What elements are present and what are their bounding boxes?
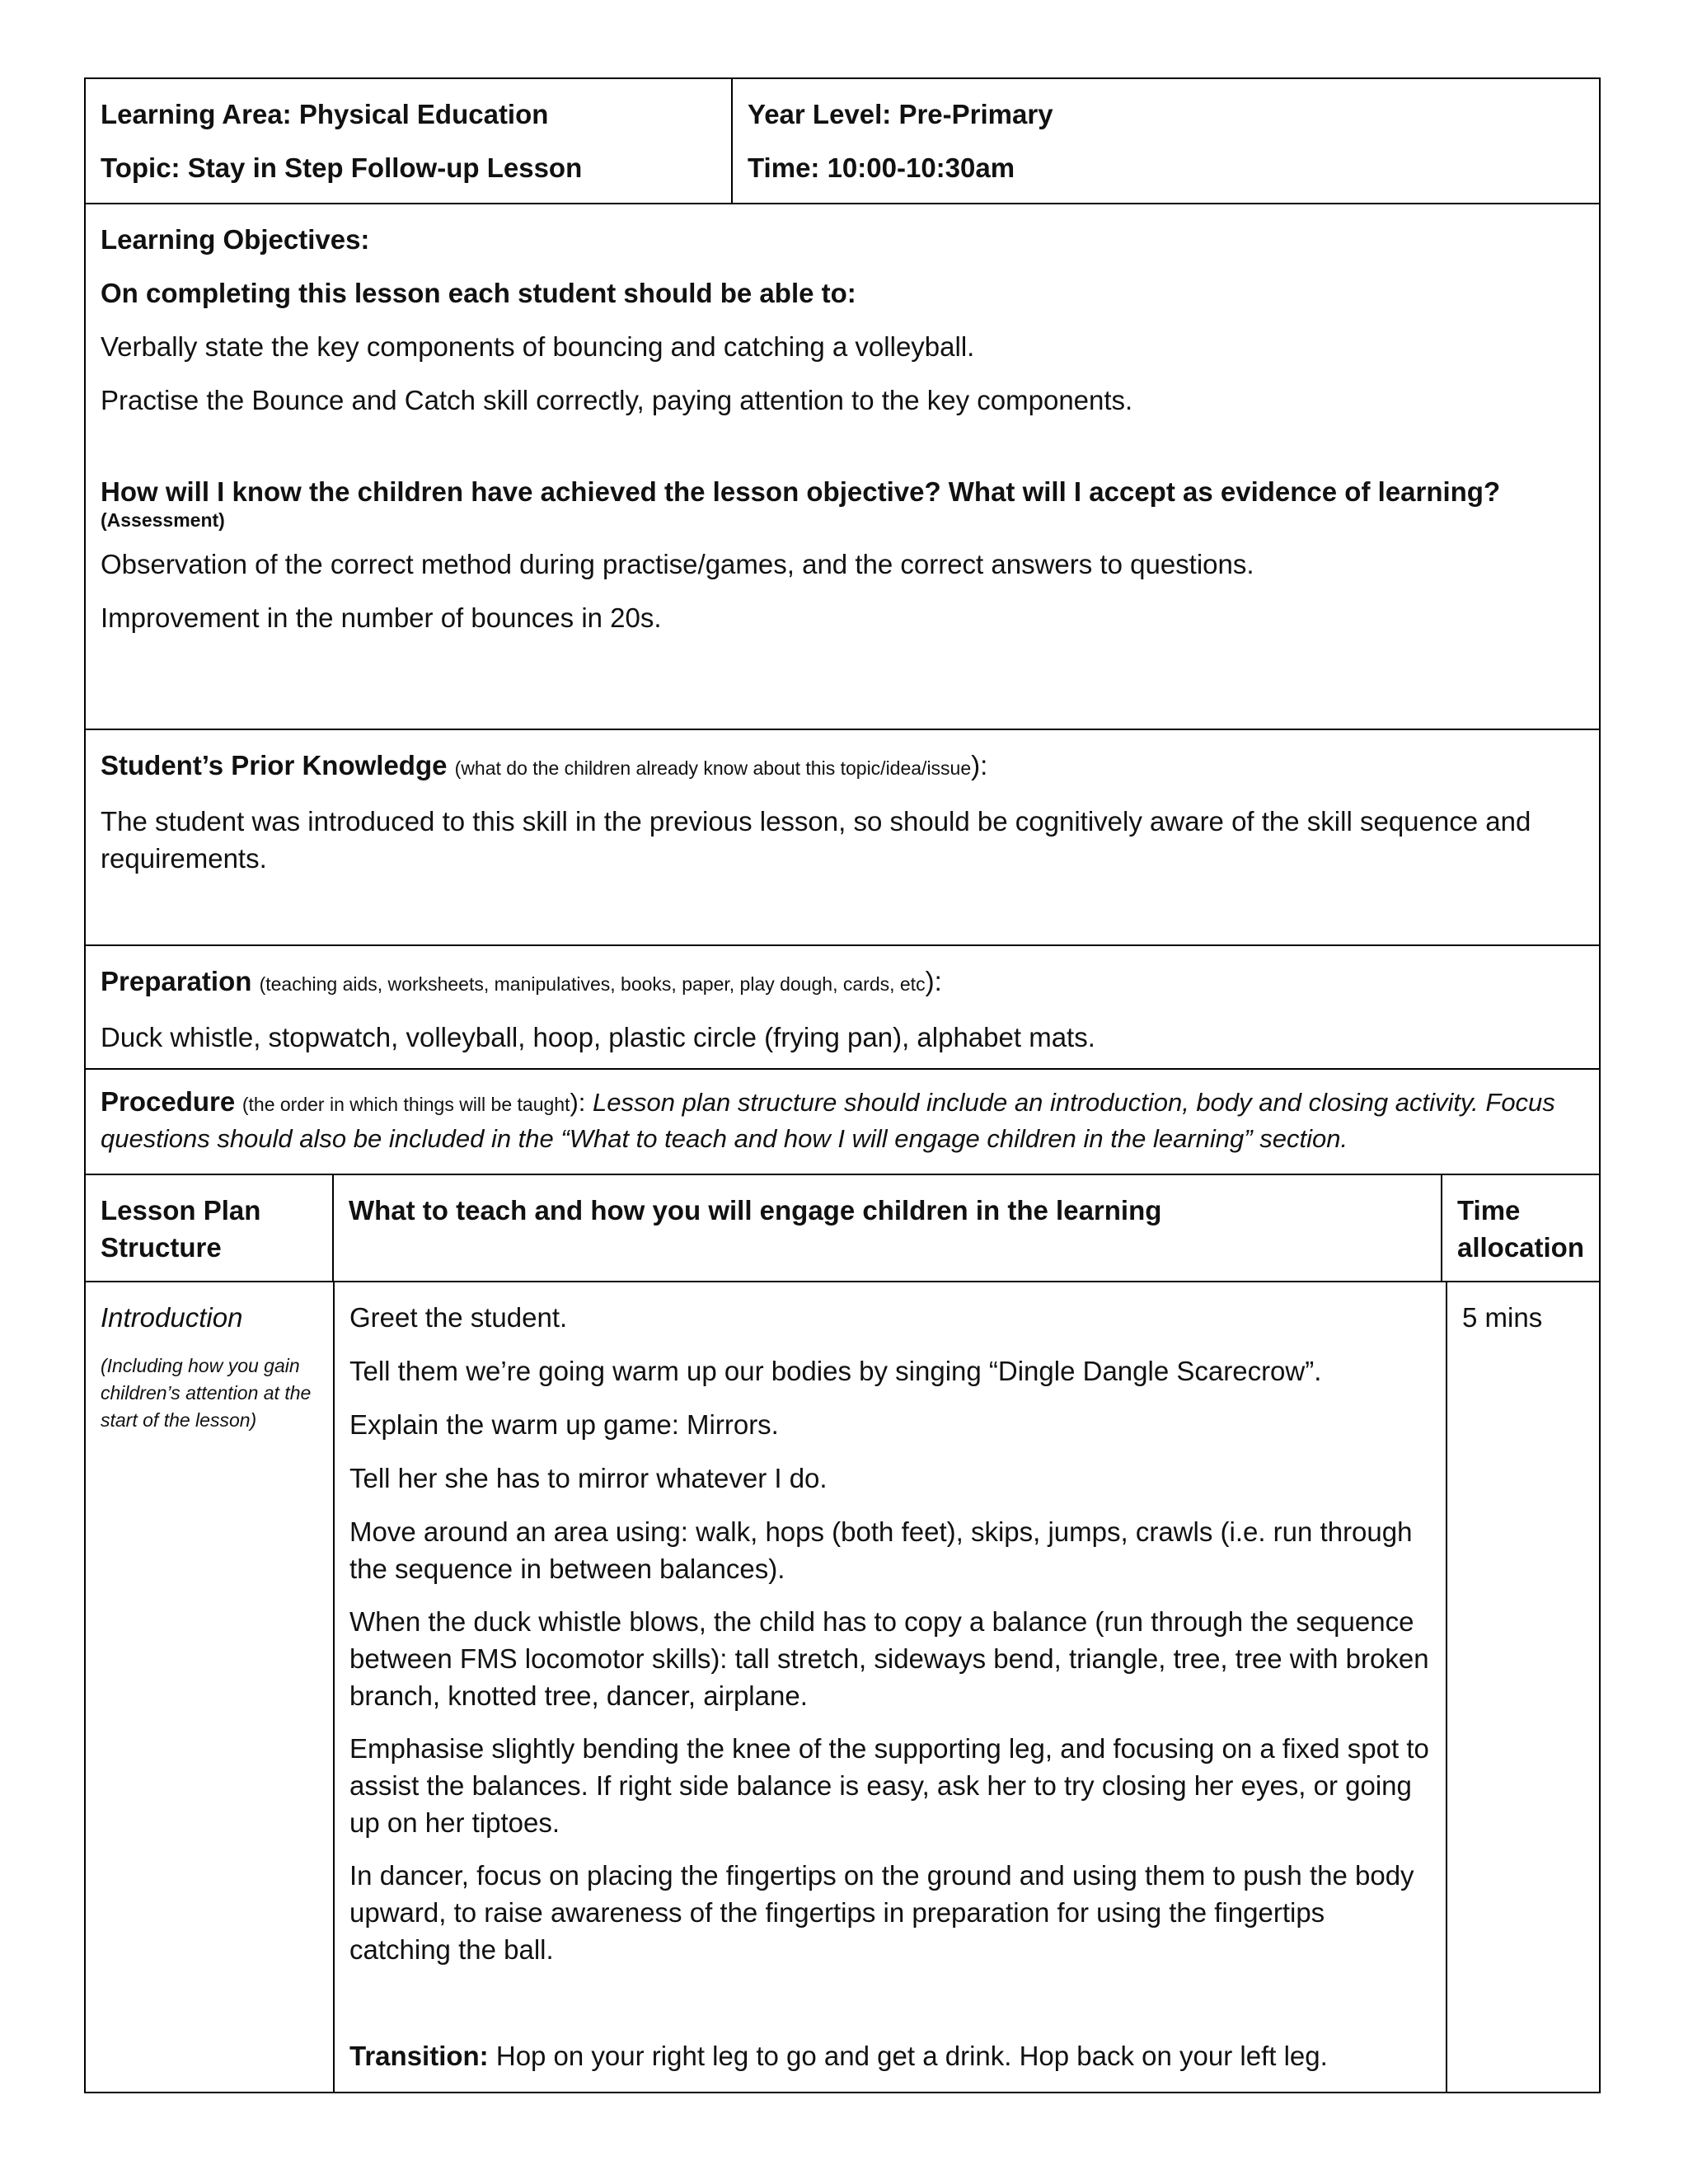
stage-label: Introduction — [101, 1302, 243, 1333]
year-level: Year Level: Pre-Primary — [748, 99, 1053, 129]
preparation-text: Duck whistle, stopwatch, volleyball, hoop, plastic circle (frying pan), alphabet mats. — [101, 1022, 1095, 1052]
assessment-question: How will I know the children have achieved the lesson objective? What will I accept as evidence of learning? — [101, 476, 1501, 507]
step-item: Emphasise slightly bending the knee of the supporting leg, and focusing on a fixed spot to assist the balances. If right side balance is easy, ask her to try closing her eyes, or going up on her tiptoes. — [349, 1733, 1429, 1838]
header-left — [86, 79, 733, 203]
transition-text: Hop on your right leg to go and get a drink. Hop back on your left leg. — [488, 2041, 1328, 2071]
topic: Topic: Stay in Step Follow-up Lesson — [101, 152, 583, 183]
step-item: Tell her she has to mirror whatever I do. — [349, 1463, 828, 1493]
preparation-close: ): — [925, 966, 942, 996]
learning-area: Learning Area: Physical Education — [101, 99, 549, 129]
procedure-text-block — [101, 1085, 1584, 1156]
preparation-section — [86, 946, 1599, 1070]
prior-knowledge-heading-line — [101, 747, 1584, 787]
col-structure-header — [86, 1175, 334, 1281]
lesson-time: Time: 10:00-10:30am — [748, 152, 1015, 183]
objectives-heading: Learning Objectives: — [101, 224, 370, 255]
procedure-text: Lesson plan structure should include an introduction, body and closing activity. Focus questions should also be included in the “What to teach and how I will engage children in the learning” section. — [101, 1088, 1555, 1153]
prior-knowledge-note: (what do the children already know about this topic/idea/issue — [454, 757, 972, 779]
objectives-section — [86, 204, 1599, 730]
step-item: When the duck whistle blows, the child has to copy a balance (run through the sequence between FMS locomotor skills): tall stretch, sideways bend, triangle, tree, tree with broken branch, knotted tree, dancer, airplane. — [349, 1606, 1429, 1711]
preparation-note: (teaching aids, worksheets, manipulatives, books, paper, play dough, cards, etc — [259, 973, 926, 995]
header-right — [733, 79, 1599, 203]
step-item: Greet the student. — [349, 1302, 568, 1333]
transition-label: Transition: — [349, 2041, 489, 2071]
col-time-label: Time allocation — [1456, 1195, 1584, 1263]
plan-table-header — [86, 1175, 1599, 1282]
procedure-heading: Procedure — [101, 1086, 236, 1117]
stage-cell — [86, 1282, 335, 2092]
preparation-heading: Preparation — [101, 966, 252, 996]
prior-knowledge-section — [86, 730, 1599, 946]
teach-cell — [335, 1282, 1447, 2092]
preparation-heading-line — [101, 963, 1584, 1003]
lesson-plan-form — [84, 77, 1601, 2093]
time-cell — [1447, 1282, 1599, 2092]
col-structure-label: Lesson Plan Structure — [101, 1195, 261, 1263]
step-item: In dancer, focus on placing the fingertips on the ground and using them to push the body upward, to raise awareness of the fingertips in preparation for using the fingertips catching the ball. — [349, 1860, 1414, 1965]
objective-item: Verbally state the key components of bouncing and catching a volleyball. — [101, 331, 975, 362]
procedure-section — [86, 1070, 1599, 1175]
step-item: Tell them we’re going warm up our bodies by singing “Dingle Dangle Scarecrow”. — [349, 1356, 1322, 1386]
objectives-intro: On completing this lesson each student should be able to: — [101, 278, 856, 308]
col-time-header — [1442, 1175, 1599, 1281]
plan-table-row-introduction — [86, 1282, 1599, 2092]
transition-line — [349, 2037, 1431, 2075]
prior-knowledge-close: ): — [971, 750, 988, 780]
objective-item: Practise the Bounce and Catch skill correctly, paying attention to the key components. — [101, 385, 1133, 415]
procedure-note: (the order in which things will be taught — [241, 1094, 570, 1115]
assessment-label: (Assessment) — [101, 509, 225, 531]
stage-note: (Including how you gain children’s attention at the start of the lesson) — [101, 1355, 312, 1431]
step-item: Explain the warm up game: Mirrors. — [349, 1409, 779, 1440]
time-value: 5 mins — [1462, 1302, 1543, 1333]
prior-knowledge-text: The student was introduced to this skill in the previous lesson, so should be cognitively aware of the skill sequence and requirements. — [101, 806, 1531, 874]
procedure-close: ): — [570, 1088, 586, 1117]
prior-knowledge-heading: Student’s Prior Knowledge — [101, 750, 448, 780]
step-item: Move around an area using: walk, hops (both feet), skips, jumps, crawls (i.e. run through the sequence in between balances). — [349, 1516, 1413, 1584]
col-teach-header — [334, 1175, 1442, 1281]
col-teach-label: What to teach and how you will engage children in the learning — [348, 1195, 1162, 1226]
assessment-item: Observation of the correct method during practise/games, and the correct answers to questions. — [101, 549, 1254, 579]
header-row — [86, 79, 1599, 204]
assessment-item: Improvement in the number of bounces in 20s. — [101, 602, 662, 633]
